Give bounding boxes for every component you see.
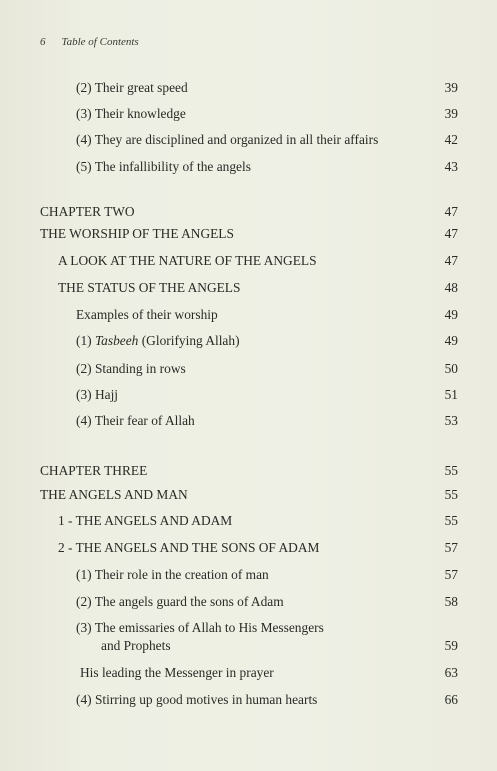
toc-entry-page: 66 <box>444 692 458 707</box>
toc-entry[interactable] <box>0 158 497 176</box>
toc-entry-title: Examples of their worship <box>76 307 218 322</box>
title-italic: Tasbeeh <box>94 333 139 348</box>
toc-entry-page: 47 <box>444 253 458 268</box>
toc-entry[interactable] <box>0 105 497 123</box>
toc-entry-page: 39 <box>444 80 458 95</box>
toc-entry-page: 48 <box>444 280 458 295</box>
toc-chapter-title[interactable] <box>0 486 497 504</box>
toc-entry-page: 57 <box>444 567 458 582</box>
toc-entry-page: 43 <box>444 159 458 174</box>
toc-entry-title: (4) They are disciplined and organized in all their affairs <box>76 132 379 147</box>
toc-chapter-title[interactable] <box>0 225 497 243</box>
toc-entry[interactable] <box>0 539 497 557</box>
header-title: Table of Contents <box>61 36 139 48</box>
toc-entry[interactable] <box>0 306 497 324</box>
running-header <box>40 36 139 48</box>
toc-entry-title[interactable]: (3) The emissaries of Allah to His Messengers <box>76 620 324 635</box>
title-prefix: (1) <box>76 333 95 348</box>
toc-chapter[interactable] <box>0 203 497 221</box>
toc-entry-title: THE STATUS OF THE ANGELS <box>58 280 241 295</box>
toc-entry-title: (2) Their great speed <box>76 80 188 95</box>
toc-entry-title: (1) Their role in the creation of man <box>76 567 269 582</box>
toc-entry[interactable] <box>0 279 497 297</box>
toc-entry-title: (2) The angels guard the sons of Adam <box>76 594 284 609</box>
toc-entry-title-continued: and Prophets <box>101 638 171 653</box>
toc-entry-page: 50 <box>444 361 458 376</box>
toc-entry[interactable] <box>0 566 497 584</box>
toc-entry-title: 1 - THE ANGELS AND ADAM <box>58 513 233 528</box>
toc-entry-title: 2 - THE ANGELS AND THE SONS OF ADAM <box>58 540 320 555</box>
toc-entry[interactable] <box>0 252 497 270</box>
toc-entry-page: 59 <box>444 638 458 653</box>
toc-entry-page: 39 <box>444 106 458 121</box>
toc-entry-page: 47 <box>444 226 458 241</box>
toc-entry-title: CHAPTER TWO <box>40 204 135 219</box>
toc-entry-title: (4) Stirring up good motives in human hearts <box>76 692 318 707</box>
toc-entry-title: THE ANGELS AND MAN <box>40 487 188 502</box>
toc-entry-page: 57 <box>444 540 458 555</box>
toc-entry-title: (2) Standing in rows <box>76 361 186 376</box>
toc-entry[interactable] <box>0 131 497 149</box>
toc-entry-title: A LOOK AT THE NATURE OF THE ANGELS <box>58 253 317 268</box>
toc-entry-page: 55 <box>444 487 458 502</box>
toc-entry-title: (4) Their fear of Allah <box>76 413 195 428</box>
toc-entry[interactable] <box>0 360 497 378</box>
toc-entry[interactable] <box>0 664 497 682</box>
title-suffix: (Glorifying Allah) <box>138 333 240 348</box>
toc-entry[interactable] <box>0 593 497 611</box>
toc-entry-page: 63 <box>444 665 458 680</box>
toc-entry-page: 55 <box>444 463 458 478</box>
toc-entry-page: 55 <box>444 513 458 528</box>
toc-entry[interactable] <box>0 386 497 404</box>
toc-entry-page: 42 <box>444 132 458 147</box>
toc-entry-title: (3) Their knowledge <box>76 106 186 121</box>
toc-entry-page: 47 <box>444 204 458 219</box>
toc-entry-title: THE WORSHIP OF THE ANGELS <box>40 226 234 241</box>
toc-entry-page: 49 <box>444 307 458 322</box>
toc-chapter[interactable] <box>0 462 497 480</box>
toc-entry-page: 49 <box>444 333 458 348</box>
toc-entry-title: His leading the Messenger in prayer <box>80 665 274 680</box>
header-page-number: 6 <box>40 36 46 48</box>
toc-entry-title <box>76 332 240 350</box>
toc-entry-title: CHAPTER THREE <box>40 463 148 478</box>
toc-entry[interactable] <box>0 691 497 709</box>
toc-entry[interactable] <box>0 412 497 430</box>
toc-entry-title: (3) Hajj <box>76 387 119 402</box>
toc-entry-title: (5) The infallibility of the angels <box>76 159 251 174</box>
toc-entry-page: 51 <box>444 387 458 402</box>
toc-entry[interactable] <box>0 79 497 97</box>
toc-entry[interactable] <box>0 512 497 530</box>
toc-entry-page: 58 <box>444 594 458 609</box>
toc-entry[interactable] <box>0 637 497 655</box>
toc-entry[interactable] <box>0 332 497 350</box>
toc-entry-page: 53 <box>444 413 458 428</box>
